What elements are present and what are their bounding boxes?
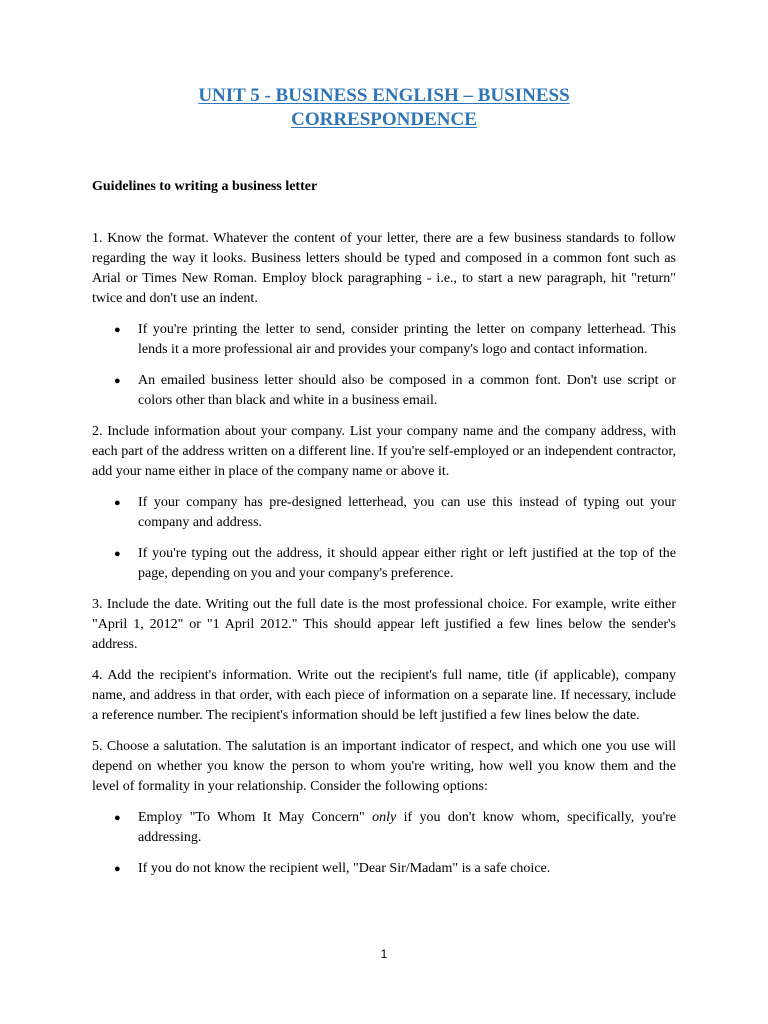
list-item-text-end: if you don't know whom, specifically, you're addressing. [138,810,676,845]
list-item [92,544,676,584]
page-number: 1 [380,947,388,961]
paragraph-1: 1. Know the format. Whatever the content of your letter, there are a few business standards to follow regarding the way it looks. Business letters should be typed and composed in a common font such as Arial or Times New Roman. Employ block paragraphing - i.e., to start a new paragraph, hit "return" twice and don't use an indent. [92,231,676,306]
bullet-icon: ● [114,812,121,824]
list-item-text-start: Employ "To Whom It May Concern" [138,810,373,825]
paragraph-3: 3. Include the date. Writing out the full date is the most professional choice. For example, write either "April 1, 2012" or "1 April 2012." This should appear left justified a few lines below the sender's address. [92,597,676,652]
bullet-icon: ● [114,324,121,336]
list-item-text: If your company has pre-designed letterhead, you can use this instead of typing out your company and address. [138,495,676,530]
list-item [92,808,676,848]
list-item [92,371,676,411]
list-item-text [138,810,676,845]
list-item-text: If you're typing out the address, it should appear either right or left justified at the top of the page, depending on you and your company's preference. [138,546,676,581]
document-body [92,229,676,890]
paragraph-5: 5. Choose a salutation. The salutation is an important indicator of respect, and which one you use will depend on whether you know the person to whom you're writing, how well you know them and the level of formality in your relationship. Consider the following options: [92,739,676,794]
bullet-icon: ● [114,548,121,560]
document-title [92,84,676,132]
section-heading: Guidelines to writing a business letter [92,179,318,194]
bullet-icon: ● [114,497,121,509]
list-item-text: If you're printing the letter to send, consider printing the letter on company letterhead. This lends it a more professional air and provides your company's logo and contact information. [138,322,676,357]
title-line-1: UNIT 5 - BUSINESS ENGLISH – BUSINESS [198,85,570,106]
bullet-list-1 [92,320,676,411]
paragraph-2: 2. Include information about your company. List your company name and the company address, with each part of the address written on a different line. If you're self-employed or an independent contractor, add your name either in place of the company name or above it. [92,424,676,479]
paragraph-4: 4. Add the recipient's information. Write out the recipient's full name, title (if applicable), company name, and address in that order, with each piece of information on a separate line. If necessary, include a reference number. The recipient's information should be left justified a few lines below the date. [92,668,676,723]
title-line-2: CORRESPONDENCE [291,109,477,130]
bullet-icon: ● [114,863,121,875]
list-item [92,493,676,533]
list-item-text: If you do not know the recipient well, "Dear Sir/Madam" is a safe choice. [138,861,551,876]
list-item [92,859,676,879]
list-item-text: An emailed business letter should also be composed in a common font. Don't use script or colors other than black and white in a business email. [138,373,676,408]
list-item [92,320,676,360]
bullet-list-2 [92,493,676,584]
bullet-list-3 [92,808,676,879]
emphasis-text: only [372,810,397,825]
bullet-icon: ● [114,375,121,387]
